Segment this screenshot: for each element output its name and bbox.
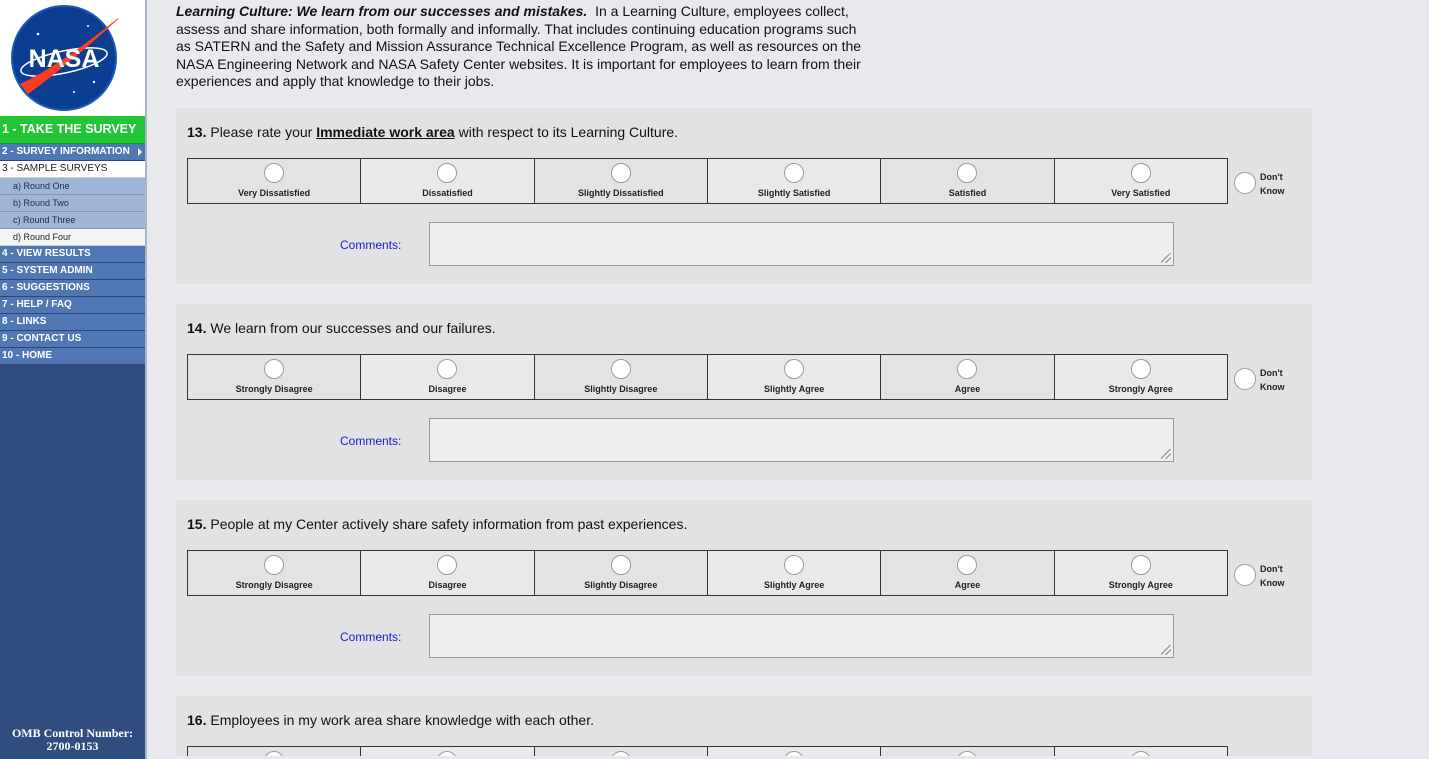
- rating-option[interactable]: [1055, 551, 1228, 595]
- rating-option-label: Disagree: [428, 580, 467, 590]
- question-text: We learn from our successes and our failures.: [210, 320, 496, 336]
- rating-option-label: Very Dissatisfied: [238, 188, 311, 198]
- rating-option[interactable]: [535, 551, 708, 595]
- question-13: [176, 108, 1312, 284]
- dont-know-label-line2: Know: [1260, 578, 1285, 588]
- rating-scale: [187, 354, 1228, 400]
- question-title: [187, 124, 678, 140]
- radio-button[interactable]: [437, 555, 457, 575]
- chevron-right-icon: [138, 148, 142, 156]
- rating-option-label: Dissatisfied: [422, 188, 473, 198]
- question-title: [187, 516, 687, 532]
- rating-option-label: Slightly Disagree: [584, 580, 658, 590]
- nav-view-results[interactable]: 4 - VIEW RESULTS: [0, 246, 145, 263]
- rating-option-label: Strongly Disagree: [235, 384, 313, 394]
- question-text-post: with respect to its Learning Culture.: [454, 124, 679, 140]
- comments-textarea[interactable]: [429, 614, 1174, 658]
- rating-option[interactable]: [1055, 355, 1228, 399]
- rating-option[interactable]: [881, 551, 1054, 595]
- nav-survey-information-label: 2 - SURVEY INFORMATION: [2, 146, 130, 157]
- dont-know-label-line1: Don't: [1260, 172, 1283, 182]
- question-title: [187, 712, 594, 728]
- resize-grip-icon[interactable]: [1161, 645, 1171, 655]
- nav-home[interactable]: 10 - HOME: [0, 348, 145, 365]
- dont-know-label-line2: Know: [1260, 186, 1285, 196]
- rating-option[interactable]: [188, 159, 361, 203]
- radio-button[interactable]: [264, 751, 284, 756]
- rating-option-label: Very Satisfied: [1111, 188, 1171, 198]
- rating-option-label: Slightly Disagree: [584, 384, 658, 394]
- section-intro-lead: Learning Culture: We learn from our successes and mistakes.: [176, 3, 588, 19]
- dont-know-label-line1: Don't: [1260, 564, 1283, 574]
- radio-button[interactable]: [264, 163, 284, 183]
- nasa-logo-icon[interactable]: [10, 4, 118, 112]
- rating-option[interactable]: [361, 159, 534, 203]
- radio-button[interactable]: [264, 555, 284, 575]
- nav-system-admin[interactable]: 5 - SYSTEM ADMIN: [0, 263, 145, 280]
- rating-scale: [187, 746, 1228, 756]
- resize-grip-icon[interactable]: [1161, 449, 1171, 459]
- radio-button[interactable]: [1131, 359, 1151, 379]
- radio-button[interactable]: [437, 163, 457, 183]
- rating-scale: [187, 550, 1228, 596]
- rating-option[interactable]: [1055, 159, 1228, 203]
- dont-know-label: [1260, 366, 1285, 394]
- rating-option-label: Slightly Agree: [764, 580, 825, 590]
- nav-help-faq[interactable]: 7 - HELP / FAQ: [0, 297, 145, 314]
- rating-option-label: Strongly Agree: [1108, 384, 1173, 394]
- rating-option[interactable]: [535, 355, 708, 399]
- nav-take-survey[interactable]: 1 - TAKE THE SURVEY: [0, 116, 145, 144]
- logo-text: NASA: [28, 45, 100, 73]
- radio-button[interactable]: [957, 751, 977, 756]
- resize-grip-icon[interactable]: [1161, 253, 1171, 263]
- comments-textarea[interactable]: [429, 222, 1174, 266]
- rating-option-label: Slightly Satisfied: [757, 188, 831, 198]
- radio-button[interactable]: [611, 163, 631, 183]
- omb-control-number: [0, 727, 145, 753]
- question-text-emphasis: Immediate work area: [316, 124, 455, 140]
- comments-label: Comments:: [340, 434, 402, 448]
- rating-option-label: Disagree: [428, 384, 467, 394]
- dont-know-label-line2: Know: [1260, 382, 1285, 392]
- radio-button[interactable]: [784, 555, 804, 575]
- question-text-pre: Please rate your: [210, 124, 317, 140]
- dont-know-label-line1: Don't: [1260, 368, 1283, 378]
- nav-sample-surveys[interactable]: 3 - SAMPLE SURVEYS: [0, 161, 145, 178]
- question-text: People at my Center actively share safety information from past experiences.: [210, 516, 688, 532]
- rating-option-label: Satisfied: [948, 188, 987, 198]
- question-number: 13.: [187, 124, 207, 140]
- question-15: [176, 500, 1312, 676]
- nav-round-four[interactable]: d) Round Four: [0, 229, 145, 246]
- radio-button[interactable]: [611, 555, 631, 575]
- rating-option[interactable]: [881, 747, 1054, 756]
- rating-option[interactable]: [708, 355, 881, 399]
- radio-button[interactable]: [784, 163, 804, 183]
- rating-option-label: Slightly Agree: [764, 384, 825, 394]
- dont-know-label: [1260, 562, 1285, 590]
- omb-label: OMB Control Number:: [11, 726, 134, 740]
- rating-option[interactable]: [708, 551, 881, 595]
- question-text: Employees in my work area share knowledge with each other.: [210, 712, 594, 728]
- dont-know-radio[interactable]: [1234, 368, 1256, 390]
- comments-label: Comments:: [340, 238, 402, 252]
- rating-option[interactable]: [188, 747, 361, 756]
- radio-button[interactable]: [1131, 163, 1151, 183]
- comments-label: Comments:: [340, 630, 402, 644]
- radio-button[interactable]: [1131, 555, 1151, 575]
- rating-option[interactable]: [708, 159, 881, 203]
- radio-button[interactable]: [437, 751, 457, 756]
- rating-option-label: Agree: [954, 580, 981, 590]
- question-number: 16.: [187, 712, 207, 728]
- radio-button[interactable]: [611, 359, 631, 379]
- nav-contact-us[interactable]: 9 - CONTACT US: [0, 331, 145, 348]
- question-number: 14.: [187, 320, 207, 336]
- section-intro: [176, 3, 866, 91]
- question-title: [187, 320, 496, 336]
- nav-suggestions[interactable]: 6 - SUGGESTIONS: [0, 280, 145, 297]
- rating-scale: [187, 158, 1228, 204]
- rating-option[interactable]: [361, 355, 534, 399]
- question-number: 15.: [187, 516, 207, 532]
- sidebar-nav: [0, 116, 145, 365]
- nav-round-three[interactable]: c) Round Three: [0, 212, 145, 229]
- question-14: [176, 304, 1312, 480]
- nav-links[interactable]: 8 - LINKS: [0, 314, 145, 331]
- omb-number: 2700-0153: [46, 739, 99, 753]
- dont-know-label: [1260, 170, 1285, 198]
- rating-option[interactable]: [1055, 747, 1228, 756]
- rating-option[interactable]: [188, 355, 361, 399]
- rating-option-label: Strongly Agree: [1108, 580, 1173, 590]
- radio-button[interactable]: [957, 555, 977, 575]
- rating-option-label: Strongly Disagree: [235, 580, 313, 590]
- rating-option[interactable]: [535, 747, 708, 756]
- radio-button[interactable]: [264, 359, 284, 379]
- rating-option[interactable]: [881, 355, 1054, 399]
- comments-textarea[interactable]: [429, 418, 1174, 462]
- dont-know-radio[interactable]: [1234, 564, 1256, 586]
- rating-option[interactable]: [881, 159, 1054, 203]
- rating-option-label: Agree: [954, 384, 981, 394]
- radio-button[interactable]: [437, 359, 457, 379]
- radio-button[interactable]: [957, 163, 977, 183]
- nav-round-two[interactable]: b) Round Two: [0, 195, 145, 212]
- radio-button[interactable]: [784, 751, 804, 756]
- radio-button[interactable]: [611, 751, 631, 756]
- radio-button[interactable]: [1131, 751, 1151, 756]
- nav-round-one[interactable]: a) Round One: [0, 178, 145, 195]
- rating-option[interactable]: [708, 747, 881, 756]
- rating-option-label: Slightly Dissatisfied: [578, 188, 664, 198]
- rating-option[interactable]: [361, 747, 534, 756]
- rating-option[interactable]: [188, 551, 361, 595]
- nav-survey-information[interactable]: [0, 144, 145, 161]
- question-16: [176, 696, 1312, 756]
- logo-area: [0, 0, 145, 116]
- section-intro-body: In a Learning Culture, employees collect, assess and share information, both formally and informally. That includes continuing education programs such as SATERN and the Safety and Mission Assurance Technical Excellence Program, as well as resources on the NASA Engineering Network and NASA Safety Center websites. It is important for employees to learn from their experiences and apply that knowledge to their jobs.: [176, 3, 862, 89]
- radio-button[interactable]: [957, 359, 977, 379]
- rating-option[interactable]: [361, 551, 534, 595]
- radio-button[interactable]: [784, 359, 804, 379]
- dont-know-radio[interactable]: [1234, 172, 1256, 194]
- sidebar: [0, 0, 147, 759]
- rating-option[interactable]: [535, 159, 708, 203]
